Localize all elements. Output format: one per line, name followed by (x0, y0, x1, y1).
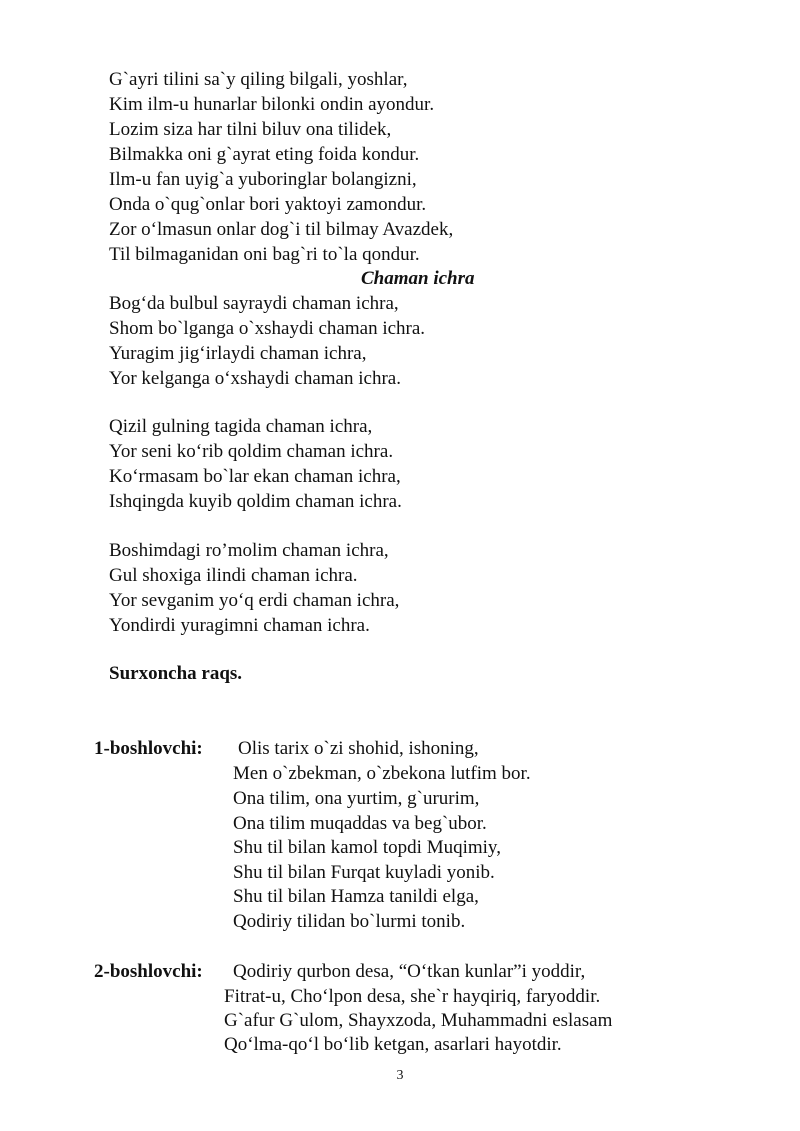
poem-line: Til bilmaganidan oni bag`ri to`la qondur. (109, 244, 420, 265)
poem-line: Bilmakka oni g`ayrat eting foida kondur. (109, 144, 420, 165)
speaker-label: 2-boshlovchi: (94, 961, 203, 982)
host-line: Ona tilim, ona yurtim, g`ururim, (233, 788, 480, 809)
host-line: Qo‘lma-qo‘l bo‘lib ketgan, asarlari hayotdir. (224, 1034, 562, 1055)
stanza-line: Shom bo`lganga o`xshaydi chaman ichra. (109, 318, 426, 339)
stanza-line: Gul shoxiga ilindi chaman ichra. (109, 565, 358, 586)
host-line: Qodiriy qurbon desa, “O‘tkan kunlar”i yoddir, (233, 961, 586, 982)
stanza-line: Yor sevganim yo‘q erdi chaman ichra, (109, 590, 400, 611)
host-line: Qodiriy tilidan bo`lurmi tonib. (233, 911, 466, 932)
stanza-line: Yor seni ko‘rib qoldim chaman ichra. (109, 441, 394, 462)
poem-line: Lozim siza har tilni biluv ona tilidek, (109, 119, 392, 140)
speaker-label: 1-boshlovchi: (94, 738, 203, 759)
host-line: Shu til bilan kamol topdi Muqimiy, (233, 837, 501, 858)
host-line: Men o`zbekman, o`zbekona lutfim bor. (233, 763, 531, 784)
poem-line: Zor o‘lmasun onlar dog`i til bilmay Avazdek, (109, 219, 454, 240)
host-line: Shu til bilan Hamza tanildi elga, (233, 886, 479, 907)
page-number: 3 (396, 1068, 404, 1083)
stanza-line: Ishqingda kuyib qoldim chaman ichra. (109, 491, 402, 512)
host-line: Fitrat-u, Cho‘lpon desa, she`r hayqiriq, faryoddir. (224, 986, 601, 1007)
stanza-line: Ko‘rmasam bo`lar ekan chaman ichra, (109, 466, 401, 487)
stanza-line: Yuragim jig‘irlaydi chaman ichra, (109, 343, 367, 364)
song-title: Chaman ichra (361, 268, 475, 289)
host-line: Ona tilim muqaddas va beg`ubor. (233, 813, 487, 834)
host-line: G`afur G`ulom, Shayxzoda, Muhammadni eslasam (224, 1010, 613, 1031)
poem-line: Onda o`qug`onlar bori yaktoyi zamondur. (109, 194, 427, 215)
stanza-line: Bog‘da bulbul sayraydi chaman ichra, (109, 293, 399, 314)
poem-line: Kim ilm-u hunarlar bilonki ondin ayondur. (109, 94, 435, 115)
dance-title: Surxoncha raqs. (109, 663, 243, 684)
host-line: Shu til bilan Furqat kuyladi yonib. (233, 862, 495, 883)
stanza-line: Boshimdagi ro’molim chaman ichra, (109, 540, 389, 561)
stanza-line: Yor kelganga o‘xshaydi chaman ichra. (109, 368, 401, 389)
stanza-line: Qizil gulning tagida chaman ichra, (109, 416, 373, 437)
stanza-line: Yondirdi yuragimni chaman ichra. (109, 615, 370, 636)
poem-line: Ilm-u fan uyig`a yuboringlar bolangizni, (109, 169, 417, 190)
poem-line: G`ayri tilini sa`y qiling bilgali, yoshlar, (109, 69, 408, 90)
host-line: Olis tarix o`zi shohid, ishoning, (238, 738, 479, 759)
